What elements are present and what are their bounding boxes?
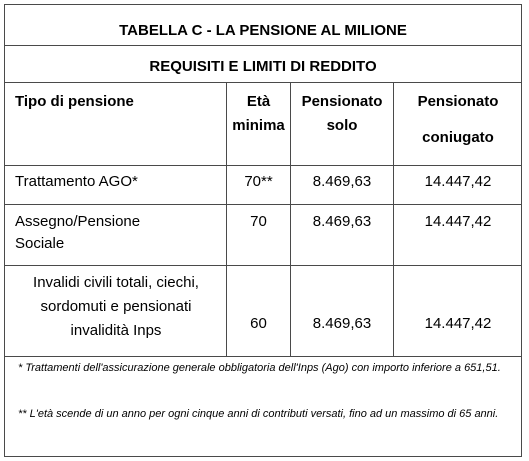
table-row-3-type [8, 271, 224, 343]
divider [5, 45, 521, 46]
divider [5, 165, 521, 166]
row-type-line: Assegno/Pensione [15, 213, 141, 230]
divider [5, 82, 521, 83]
table-row-1-married: 14.447,42 [424, 173, 492, 190]
table-row-2-single: 8.469,63 [312, 213, 372, 230]
header-married [394, 91, 522, 149]
header-single-line1: Pensionato [301, 93, 383, 110]
footnote-2: ** L'età scende di un anno per ogni cinque anni di contributi versati, fino ad un massimo di 65 anni. [18, 408, 499, 420]
table-title: TABELLA C - LA PENSIONE AL MILIONE [119, 22, 407, 39]
table-row-3-age: 60 [250, 315, 267, 332]
table-row-1-single: 8.469,63 [312, 173, 372, 190]
table-row-3-single: 8.469,63 [312, 315, 372, 332]
row-type-line: sordomuti e pensionati [40, 298, 192, 315]
table-row-2-married: 14.447,42 [424, 213, 492, 230]
table-row-1-age: 70** [244, 173, 273, 190]
header-age-line1: Età [246, 93, 271, 110]
table-row-2-type [15, 211, 225, 255]
row-type-line: Invalidi civili totali, ciechi, [33, 274, 199, 291]
divider [5, 265, 521, 266]
table-row-3-married: 14.447,42 [424, 315, 492, 332]
row-type-line: Trattamento AGO* [15, 173, 138, 190]
footnote-1: * Trattamenti dell'assicurazione generale obbligatoria dell'Inps (Ago) con importo inferiore a 651,51. [18, 362, 501, 374]
header-age [227, 91, 290, 137]
header-type: Tipo di pensione [15, 93, 134, 110]
table-row-2-age: 70 [250, 213, 267, 230]
header-married-line2: coniugato [422, 129, 494, 146]
table-row-1-type [15, 171, 225, 193]
header-single-line2: solo [326, 117, 358, 134]
row-type-line: invalidità Inps [70, 322, 162, 339]
table-subtitle: REQUISITI E LIMITI DI REDDITO [149, 58, 377, 75]
row-type-line: Sociale [15, 235, 65, 252]
pension-table [4, 4, 522, 457]
divider [5, 204, 521, 205]
header-married-line1: Pensionato [417, 93, 499, 110]
header-single [291, 91, 393, 137]
header-age-line2: minima [232, 117, 285, 134]
divider [5, 356, 521, 357]
